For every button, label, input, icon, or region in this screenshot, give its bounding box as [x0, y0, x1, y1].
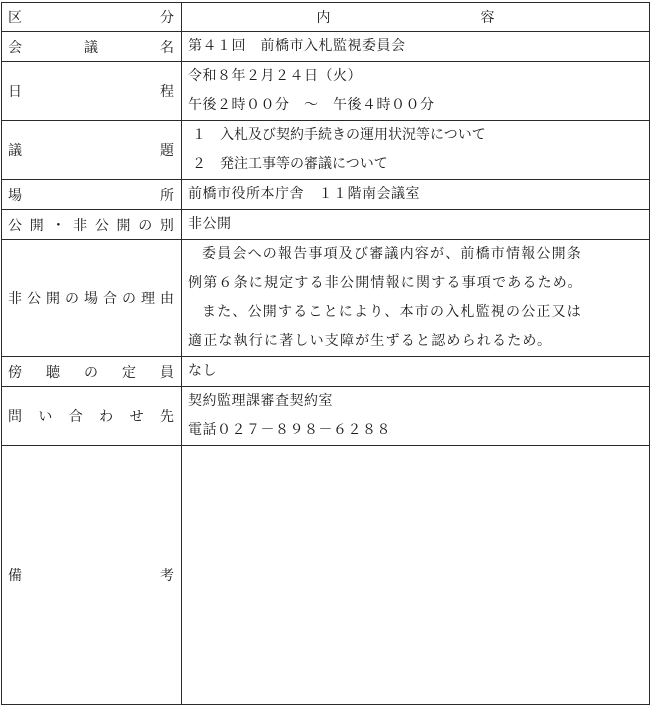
contact-department: 契約監理課審査契約室 — [188, 393, 333, 409]
contact-row — [2, 387, 650, 446]
remarks-row — [2, 446, 650, 705]
agenda-item: １ 入札及び契約手続きの運用状況等について — [192, 127, 486, 143]
disclosure-row — [2, 210, 650, 240]
meeting-name-label-cell — [2, 32, 182, 62]
schedule-date: 令和８年２月２４日（火） — [188, 68, 362, 84]
schedule-time: 午後２時００分 ～ 午後４時００分 — [188, 97, 435, 113]
schedule-label: 日 程 — [8, 84, 174, 100]
capacity-row — [2, 357, 650, 387]
header-label-cell — [2, 3, 182, 32]
disclosure-label: 公 開 ・ 非 公 開 の 別 — [8, 217, 174, 234]
agenda-value — [182, 121, 650, 180]
meeting-name-row — [2, 32, 650, 62]
reason-label-cell — [2, 240, 182, 357]
schedule-label-cell — [2, 62, 182, 121]
remarks-label-cell — [2, 446, 182, 705]
meeting-name-label: 会 議 名 — [8, 39, 174, 56]
reason-row — [2, 240, 650, 357]
header-row — [2, 3, 650, 32]
header-label: 区 分 — [8, 10, 174, 26]
header-value: 内 容 — [316, 10, 495, 26]
capacity-label-cell — [2, 357, 182, 387]
contact-phone: 電話０２７－８９８－６２８８ — [188, 422, 391, 438]
schedule-row — [2, 62, 650, 121]
venue-row — [2, 180, 650, 210]
contact-label-cell — [2, 387, 182, 446]
reason-label: 非 公 開 の 場 合 の 理 由 — [8, 291, 174, 307]
remarks-label: 備 考 — [8, 568, 174, 584]
venue-label: 場 所 — [8, 187, 174, 204]
agenda-row — [2, 121, 650, 180]
remarks-value — [182, 446, 650, 705]
capacity-value: なし — [182, 357, 650, 387]
venue-label-cell — [2, 180, 182, 210]
schedule-value — [182, 62, 650, 121]
disclosure-value: 非公開 — [182, 210, 650, 240]
disclosure-label-cell — [2, 210, 182, 240]
agenda-item: ２ 発注工事等の審議について — [192, 156, 388, 172]
agenda-label-cell — [2, 121, 182, 180]
contact-label: 問 い 合 わ せ 先 — [8, 409, 174, 425]
contact-value — [182, 387, 650, 446]
meeting-notice-table — [1, 2, 650, 705]
meeting-name-value: 第４１回 前橋市入札監視委員会 — [182, 32, 650, 62]
agenda-label: 議 題 — [8, 143, 174, 159]
capacity-label: 傍 聴 の 定 員 — [8, 364, 174, 381]
venue-value: 前橋市役所本庁舎 １１階南会議室 — [182, 180, 650, 210]
header-value-cell — [182, 3, 650, 32]
reason-value: 委員会への報告事項及び審議内容が、前橋市情報公開条 例第６条に規定する非公開情報に関する事項であるため。 また、公開することにより、本市の入札監視の公正又は 適正な執行に著しい支障が生ずると認められるため。 — [182, 240, 650, 357]
